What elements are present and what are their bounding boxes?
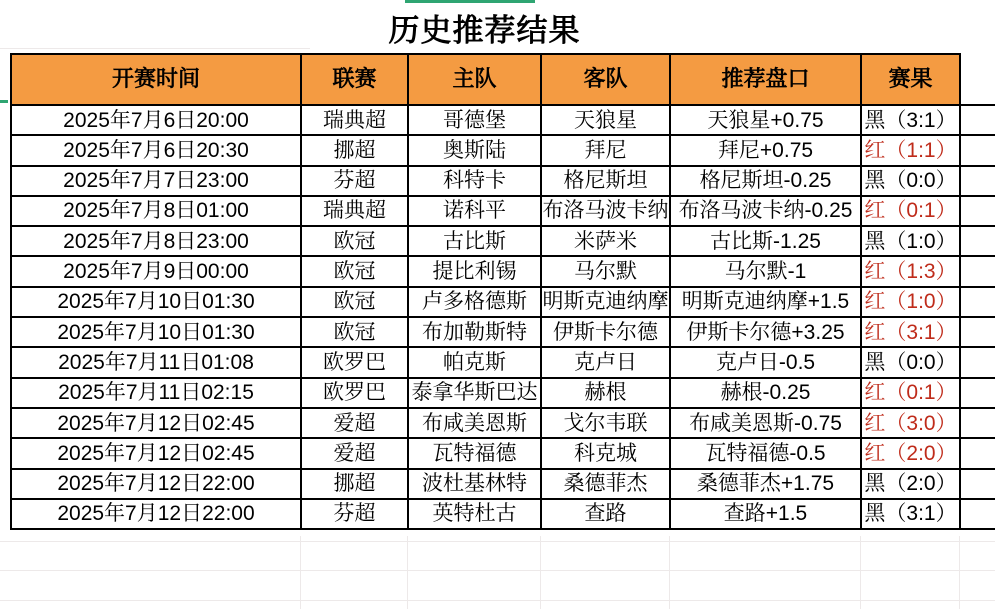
- cell-league[interactable]: 挪超: [301, 135, 408, 165]
- cell-away-team[interactable]: 米萨米: [541, 226, 670, 256]
- results-table: [10, 53, 995, 530]
- cell-away-team[interactable]: 伊斯卡尔德: [541, 317, 670, 347]
- cell-kickoff-time[interactable]: 2025年7月11日01:08: [11, 347, 301, 377]
- table-row: [11, 317, 995, 347]
- cell-away-team[interactable]: 戈尔韦联: [541, 408, 670, 438]
- faint-gridline: [540, 536, 541, 609]
- cell-recommended-handicap[interactable]: 桑德菲杰+1.75: [670, 469, 861, 499]
- cell-recommended-handicap[interactable]: 布洛马波卡纳-0.25: [670, 196, 861, 226]
- cell-league[interactable]: 瑞典超: [301, 196, 408, 226]
- cell-away-team[interactable]: 科克城: [541, 438, 670, 468]
- table-row: [11, 438, 995, 468]
- faint-gridline: [0, 541, 995, 542]
- header-kickoff-time[interactable]: 开赛时间: [11, 54, 301, 105]
- cell-kickoff-time[interactable]: 2025年7月6日20:00: [11, 105, 301, 135]
- cell-result[interactable]: 红（0:1）: [861, 196, 960, 226]
- cell-kickoff-time[interactable]: 2025年7月12日02:45: [11, 438, 301, 468]
- cell-result[interactable]: 红（1:3）: [861, 256, 960, 286]
- header-row: [11, 54, 995, 105]
- empty-cell[interactable]: [960, 135, 995, 165]
- cell-recommended-handicap[interactable]: 天狼星+0.75: [670, 105, 861, 135]
- table-row: [11, 347, 995, 377]
- cell-away-team[interactable]: 天狼星: [541, 105, 670, 135]
- cell-recommended-handicap[interactable]: 格尼斯坦-0.25: [670, 166, 861, 196]
- header-result[interactable]: 赛果: [861, 54, 960, 105]
- cell-recommended-handicap[interactable]: 布咸美恩斯-0.75: [670, 408, 861, 438]
- cell-away-team[interactable]: 明斯克迪纳摩: [541, 287, 670, 317]
- cell-home-team[interactable]: 提比利锡: [408, 256, 541, 286]
- cell-home-team[interactable]: 泰拿华斯巴达: [408, 378, 541, 408]
- cell-result[interactable]: 黑（0:0）: [861, 347, 960, 377]
- cell-home-team[interactable]: 科特卡: [408, 166, 541, 196]
- cell-away-team[interactable]: 克卢日: [541, 347, 670, 377]
- cell-result[interactable]: 黑（0:0）: [861, 166, 960, 196]
- selection-accent-left: [0, 100, 8, 103]
- empty-cell[interactable]: [960, 287, 995, 317]
- cell-kickoff-time[interactable]: 2025年7月10日01:30: [11, 287, 301, 317]
- table-body: [11, 105, 995, 529]
- cell-home-team[interactable]: 古比斯: [408, 226, 541, 256]
- cell-league[interactable]: 欧冠: [301, 226, 408, 256]
- table-row: [11, 469, 995, 499]
- cell-league[interactable]: 爱超: [301, 408, 408, 438]
- empty-cell[interactable]: [960, 226, 995, 256]
- empty-cell[interactable]: [960, 256, 995, 286]
- cell-league[interactable]: 瑞典超: [301, 105, 408, 135]
- cell-league[interactable]: 挪超: [301, 469, 408, 499]
- faint-gridline: [860, 536, 861, 609]
- header-home-team[interactable]: 主队: [408, 54, 541, 105]
- cell-home-team[interactable]: 奥斯陆: [408, 135, 541, 165]
- cell-home-team[interactable]: 帕克斯: [408, 347, 541, 377]
- faint-gridline: [300, 536, 301, 609]
- cell-home-team[interactable]: 卢多格德斯: [408, 287, 541, 317]
- cell-result[interactable]: 红（0:1）: [861, 378, 960, 408]
- cell-kickoff-time[interactable]: 2025年7月6日20:30: [11, 135, 301, 165]
- cell-home-team[interactable]: 英特杜古: [408, 499, 541, 529]
- cell-away-team[interactable]: 马尔默: [541, 256, 670, 286]
- cell-league[interactable]: 欧冠: [301, 256, 408, 286]
- cell-home-team[interactable]: 布加勒斯特: [408, 317, 541, 347]
- table-row: [11, 408, 995, 438]
- cell-league[interactable]: 芬超: [301, 499, 408, 529]
- empty-cell[interactable]: [960, 166, 995, 196]
- table-row: [11, 196, 995, 226]
- cell-recommended-handicap[interactable]: 瓦特福德-0.5: [670, 438, 861, 468]
- cell-home-team[interactable]: 诺科平: [408, 196, 541, 226]
- cell-recommended-handicap[interactable]: 克卢日-0.5: [670, 347, 861, 377]
- cell-result[interactable]: 黑（3:1）: [861, 499, 960, 529]
- cell-recommended-handicap[interactable]: 查路+1.5: [670, 499, 861, 529]
- cell-recommended-handicap[interactable]: 伊斯卡尔德+3.25: [670, 317, 861, 347]
- cell-kickoff-time[interactable]: 2025年7月12日22:00: [11, 469, 301, 499]
- cell-away-team[interactable]: 格尼斯坦: [541, 166, 670, 196]
- header-away-team[interactable]: 客队: [541, 54, 670, 105]
- cell-league[interactable]: 芬超: [301, 166, 408, 196]
- cell-result[interactable]: 红（3:0）: [861, 408, 960, 438]
- cell-kickoff-time[interactable]: 2025年7月12日22:00: [11, 499, 301, 529]
- table-row: [11, 105, 995, 135]
- header-league[interactable]: 联赛: [301, 54, 408, 105]
- table-row: [11, 287, 995, 317]
- cell-recommended-handicap[interactable]: 赫根-0.25: [670, 378, 861, 408]
- table-row: [11, 499, 995, 529]
- faint-gridline: [0, 600, 995, 601]
- cell-league[interactable]: 欧罗巴: [301, 378, 408, 408]
- cell-away-team[interactable]: 查路: [541, 499, 670, 529]
- cell-result[interactable]: 红（3:1）: [861, 317, 960, 347]
- cell-result[interactable]: 红（1:1）: [861, 135, 960, 165]
- cell-result[interactable]: 黑（1:0）: [861, 226, 960, 256]
- cell-kickoff-time[interactable]: 2025年7月7日23:00: [11, 166, 301, 196]
- table-row: [11, 256, 995, 286]
- empty-cell[interactable]: [960, 196, 995, 226]
- empty-cell[interactable]: [960, 347, 995, 377]
- cell-home-team[interactable]: 哥德堡: [408, 105, 541, 135]
- table-row: [11, 135, 995, 165]
- cell-result[interactable]: 红（2:0）: [861, 438, 960, 468]
- cell-recommended-handicap[interactable]: 马尔默-1: [670, 256, 861, 286]
- cell-result[interactable]: 黑（3:1）: [861, 105, 960, 135]
- cell-kickoff-time[interactable]: 2025年7月9日00:00: [11, 256, 301, 286]
- cell-away-team[interactable]: 桑德菲杰: [541, 469, 670, 499]
- cell-home-team[interactable]: 瓦特福德: [408, 438, 541, 468]
- cell-kickoff-time[interactable]: 2025年7月8日01:00: [11, 196, 301, 226]
- table-row: [11, 166, 995, 196]
- empty-cell[interactable]: [960, 378, 995, 408]
- cell-league[interactable]: 欧罗巴: [301, 347, 408, 377]
- faint-gridline: [0, 570, 995, 571]
- cell-home-team[interactable]: 波杜基林特: [408, 469, 541, 499]
- empty-cell[interactable]: [960, 469, 995, 499]
- empty-cell[interactable]: [960, 408, 995, 438]
- page-title[interactable]: 历史推荐结果: [388, 12, 581, 48]
- cell-away-team[interactable]: 赫根: [541, 378, 670, 408]
- empty-cell[interactable]: [960, 499, 995, 529]
- empty-cell[interactable]: [960, 438, 995, 468]
- cell-recommended-handicap[interactable]: 拜尼+0.75: [670, 135, 861, 165]
- cell-league[interactable]: 欧冠: [301, 317, 408, 347]
- table-row: [11, 226, 995, 256]
- cell-away-team[interactable]: 拜尼: [541, 135, 670, 165]
- cell-recommended-handicap[interactable]: 古比斯-1.25: [670, 226, 861, 256]
- cell-league[interactable]: 爱超: [301, 438, 408, 468]
- cell-away-team[interactable]: 布洛马波卡纳: [541, 196, 670, 226]
- header-empty-cell[interactable]: [960, 54, 995, 105]
- header-recommended-handicap[interactable]: 推荐盘口: [670, 54, 861, 105]
- cell-result[interactable]: 红（1:0）: [861, 287, 960, 317]
- faint-gridline: [407, 536, 408, 609]
- cell-result[interactable]: 黑（2:0）: [861, 469, 960, 499]
- table-row: [11, 378, 995, 408]
- faint-gridline: [959, 536, 960, 609]
- cell-kickoff-time[interactable]: 2025年7月11日02:15: [11, 378, 301, 408]
- cell-home-team[interactable]: 布咸美恩斯: [408, 408, 541, 438]
- faint-gridline: [669, 536, 670, 609]
- cell-kickoff-time[interactable]: 2025年7月12日02:45: [11, 408, 301, 438]
- cell-league[interactable]: 欧冠: [301, 287, 408, 317]
- cell-kickoff-time[interactable]: 2025年7月10日01:30: [11, 317, 301, 347]
- cell-kickoff-time[interactable]: 2025年7月8日23:00: [11, 226, 301, 256]
- empty-cell[interactable]: [960, 317, 995, 347]
- cell-recommended-handicap[interactable]: 明斯克迪纳摩+1.5: [670, 287, 861, 317]
- empty-cell[interactable]: [960, 105, 995, 135]
